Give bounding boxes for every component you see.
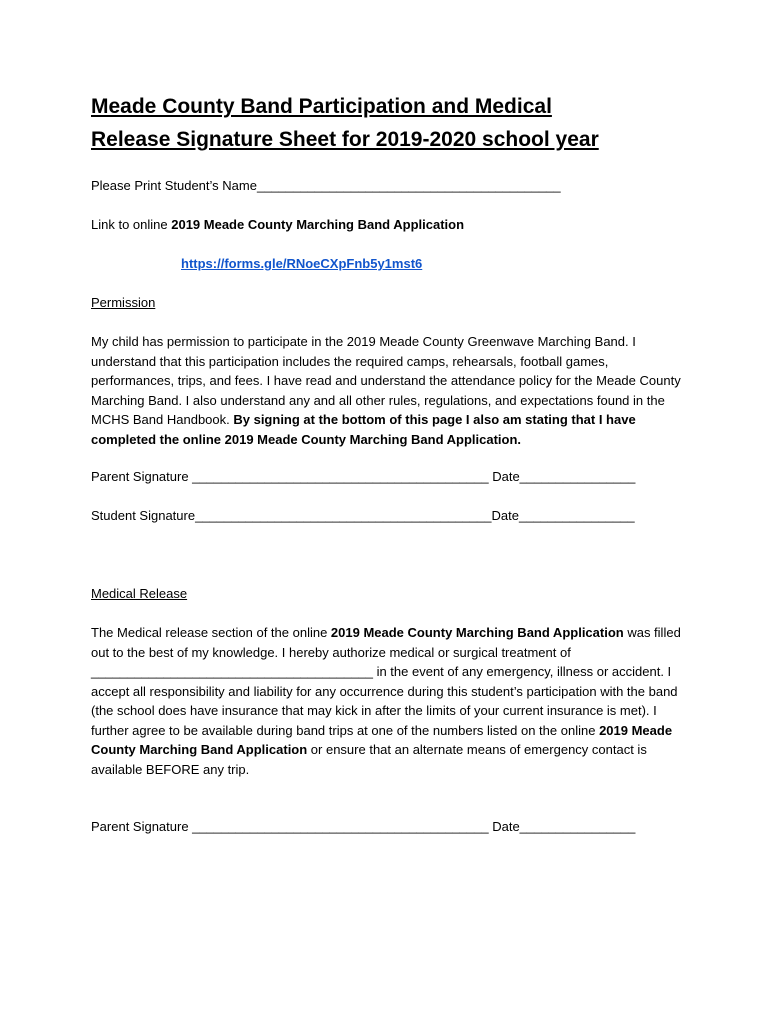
permission-text: My child has permission to participate in the 2019 Meade County Greenwave Marching Band. I understand that this participation includes the required camps, rehearsals, football games, performances, trips, and fees. I have read and understand the attendance policy for the Meade County Marching Band. I also understand any and all other rules, regulations, and expectations found in the MCHS Band Handbook. <box>91 334 681 427</box>
title-line-2: Release Signature Sheet for 2019-2020 school year <box>91 128 599 151</box>
permission-heading: Permission <box>91 295 156 310</box>
student-name-field <box>91 176 561 196</box>
medical-text-3: or ensure that an alternate means of emergency contact is available BEFORE any trip. <box>91 742 647 777</box>
permission-paragraph <box>91 332 683 449</box>
title-line-1: Meade County Band Participation and Medical <box>91 95 552 118</box>
application-url-line <box>181 254 422 274</box>
application-link-line <box>91 215 464 235</box>
medical-text-2: was filled out to the best of my knowledge. I hereby authorize medical or surgical treatment of _______________________________________ in the event of any emergency, illness or accident. I accept all responsibility and liability for any occurrence during this student’s participation with the band (the school does have insurance that may kick in after the limits of your current insurance is met). I further agree to be available during band trips at one of the numbers listed on the online <box>91 625 681 738</box>
document-title <box>91 90 599 156</box>
parent-signature-line: Parent Signature _________________________________________ Date________________ <box>91 469 636 484</box>
student-signature-line: Student Signature_________________________________________Date________________ <box>91 508 635 523</box>
medical-application-name-2: 2019 Meade County Marching Band Application <box>91 722 673 757</box>
medical-release-paragraph <box>91 623 683 779</box>
parent-signature-line-2: Parent Signature _________________________________________ Date________________ <box>91 819 636 834</box>
medical-text-1: The Medical release section of the online <box>91 625 331 640</box>
link-prefix: Link to online <box>91 217 172 232</box>
permission-bold-statement: By signing at the bottom of this page I also am stating that I have completed the online 2019 Meade County Marching Band Application. <box>91 412 636 447</box>
medical-release-heading: Medical Release <box>91 586 188 601</box>
application-name: 2019 Meade County Marching Band Application <box>171 217 465 232</box>
student-name-label: Please Print Student’s Name <box>91 178 257 193</box>
medical-application-name-1: 2019 Meade County Marching Band Application <box>330 625 624 640</box>
application-url-link[interactable]: https://forms.gle/RNoeCXpFnb5y1mst6 <box>181 256 423 271</box>
student-name-blank: __________________________________________ <box>256 178 561 193</box>
